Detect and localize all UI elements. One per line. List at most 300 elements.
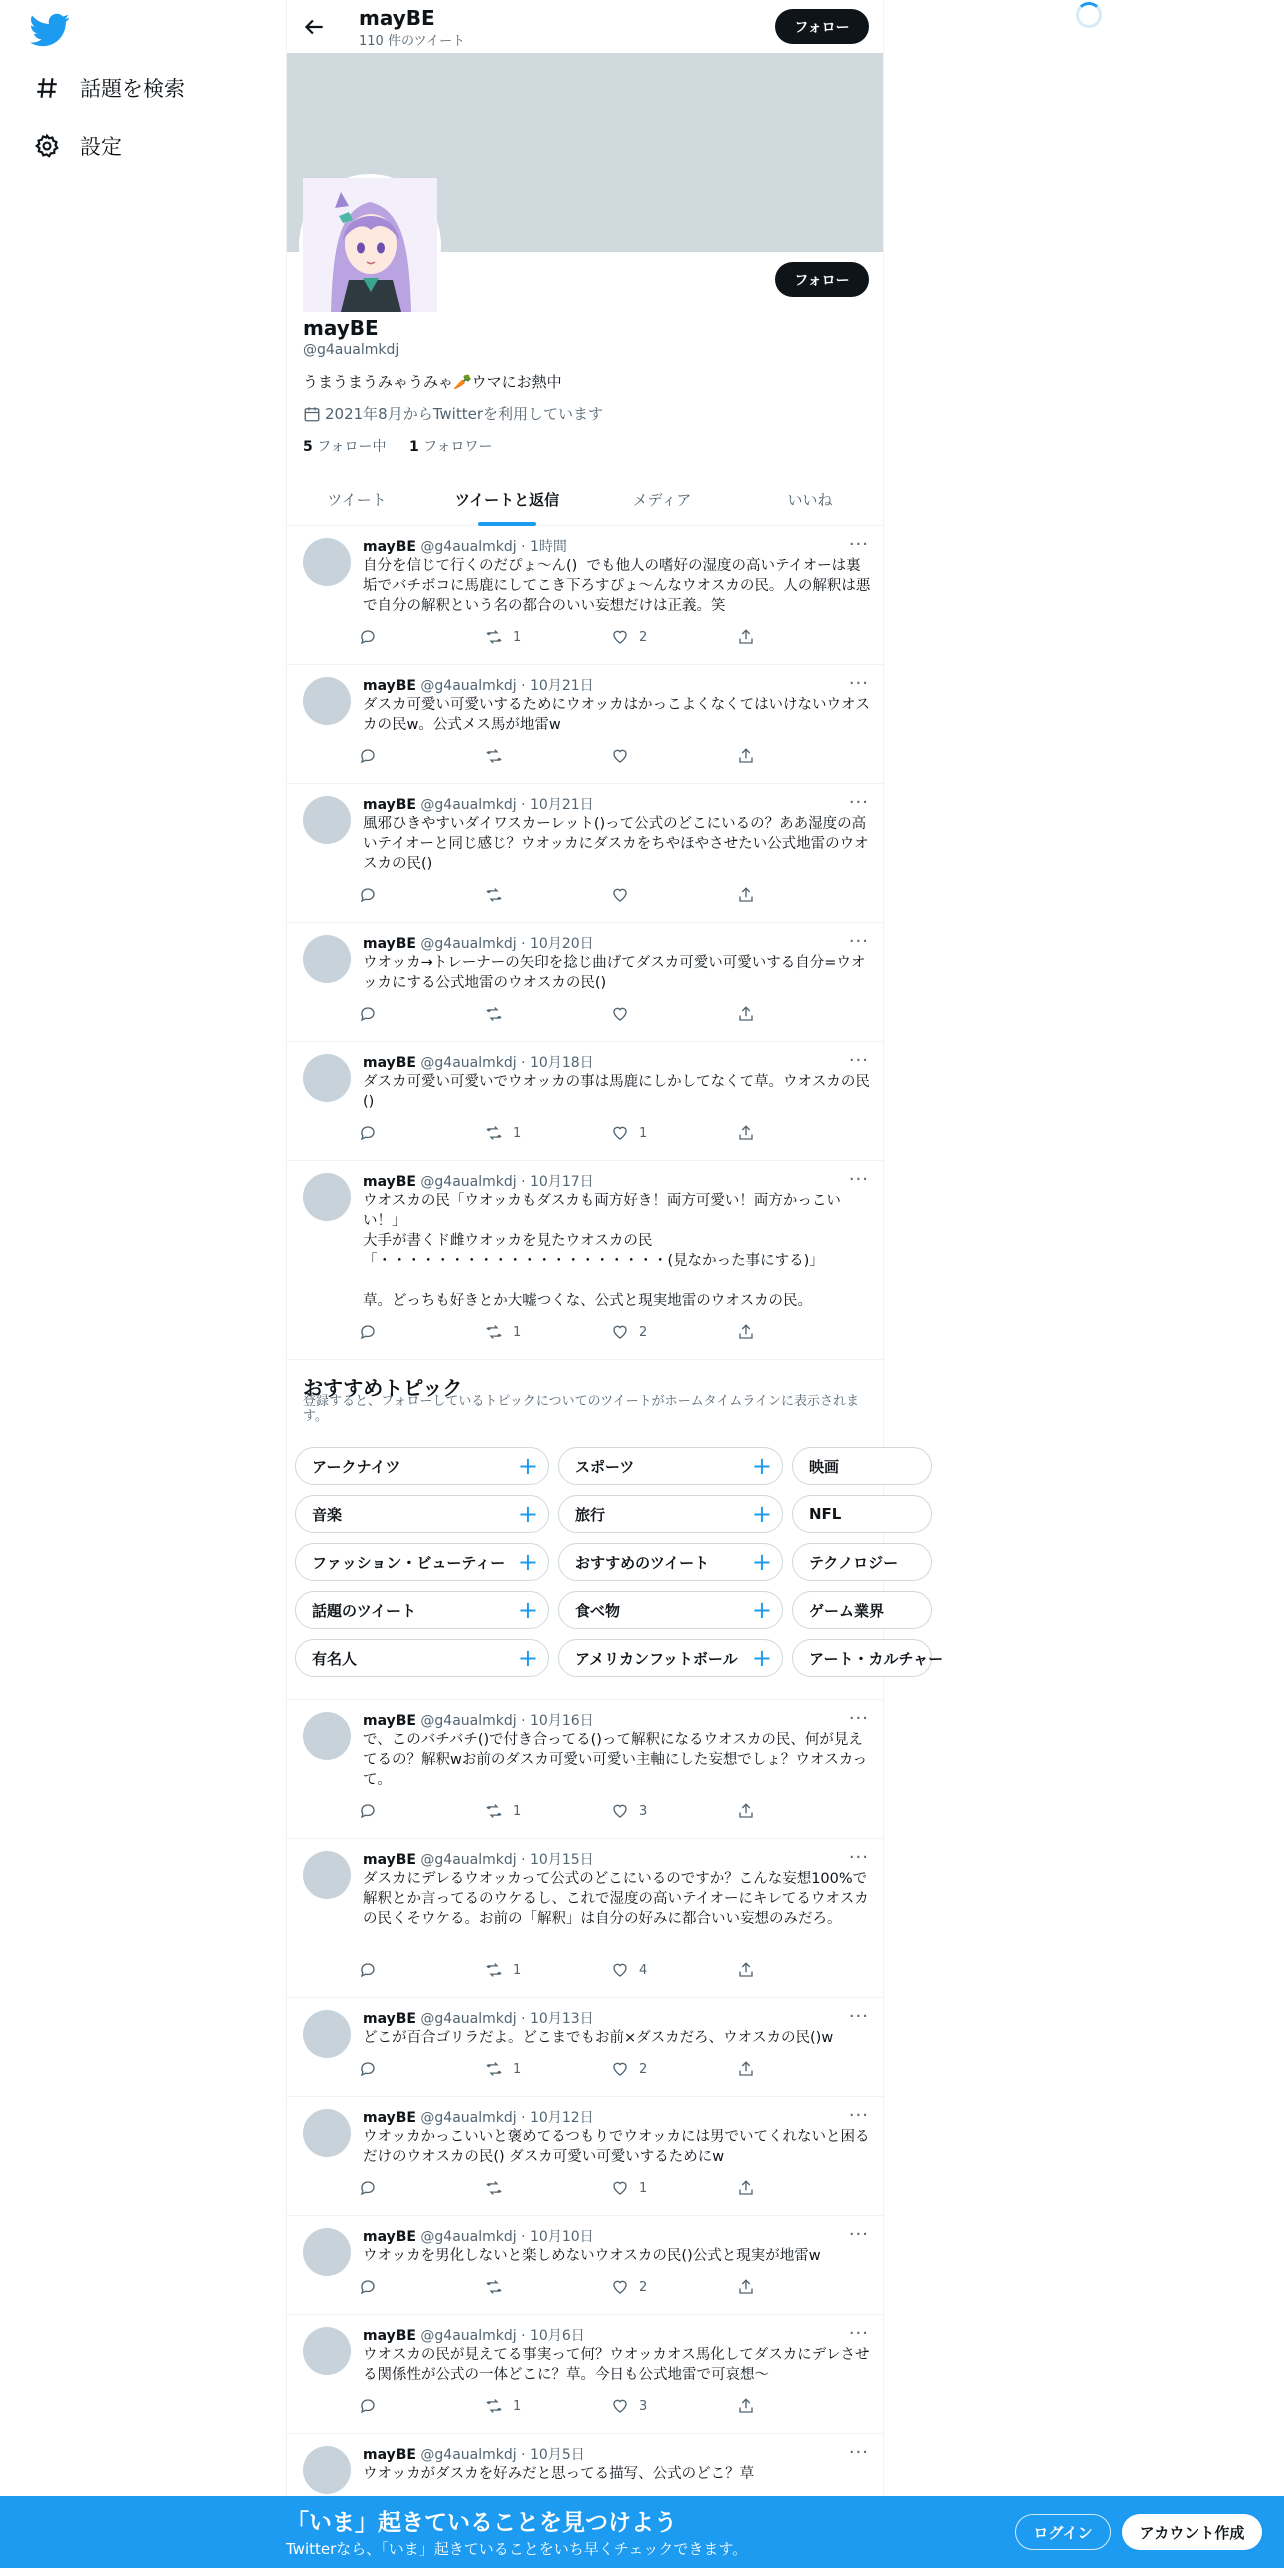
tweet-meta[interactable]: @g4aualmkdj · 10月16日	[420, 1713, 594, 1729]
tweet-meta[interactable]: @g4aualmkdj · 10月20日	[420, 936, 594, 952]
reply-button[interactable]	[359, 1124, 377, 1142]
tweet[interactable]	[287, 2216, 883, 2315]
tweet-text: ダスカ可愛い可愛いでウオッカの事は馬鹿にしかしてなくて草。ウオスカの民()	[363, 1074, 870, 1110]
tweet-actions	[359, 1802, 799, 1824]
topic-chip[interactable]	[295, 1447, 549, 1485]
plus-icon: +	[517, 1500, 538, 1528]
plus-icon: +	[751, 1452, 772, 1480]
retweet-button[interactable]	[485, 1323, 521, 1341]
tab-tweets[interactable]	[287, 472, 427, 526]
topics-subtitle: 登録すると、フォローしているトピックについてのツイートがホームタイムラインに表示されます。	[303, 1394, 860, 1424]
avatar[interactable]	[303, 1851, 351, 1899]
like-count: 3	[639, 1803, 648, 1819]
tab-tweets-and-replies[interactable]	[427, 472, 587, 526]
reply-icon	[359, 1124, 377, 1142]
recommended-topics	[287, 1360, 944, 1700]
sidebar-item-settings[interactable]	[34, 131, 122, 161]
tweet-author-name[interactable]: mayBE	[363, 678, 416, 694]
followers-label: フォロワー	[418, 439, 493, 455]
more-options-icon[interactable]: ···	[848, 2323, 869, 2344]
plus-icon: +	[751, 1596, 772, 1624]
reply-icon	[359, 886, 377, 904]
plus-icon: +	[517, 1452, 538, 1480]
like-count: 1	[639, 2180, 648, 2196]
tweet-meta[interactable]: @g4aualmkdj · 10月5日	[420, 2447, 585, 2463]
retweet-icon	[485, 1323, 503, 1341]
topic-chip[interactable]	[558, 1447, 783, 1485]
signup-button[interactable]: アカウント作成	[1122, 2514, 1262, 2550]
topic-label: 旅行	[575, 1505, 606, 1524]
reply-button[interactable]	[359, 2060, 377, 2078]
like-button[interactable]	[611, 1124, 647, 1142]
tab-label: いいね	[787, 490, 833, 509]
retweet-icon	[485, 2278, 503, 2296]
tweet[interactable]	[287, 1700, 883, 1839]
tweet-author-name[interactable]: mayBE	[363, 539, 416, 555]
tweet-text: ダスカ可愛い可愛いするためにウオッカはかっこよくなくてはいけないウオスカの民w。公式メス馬が地雷w	[363, 697, 870, 733]
tweet-meta[interactable]: @g4aualmkdj · 10月17日	[420, 1174, 594, 1190]
more-options-icon[interactable]: ···	[848, 2442, 869, 2463]
tweet-header	[363, 2107, 594, 2127]
more-options-icon[interactable]: ···	[848, 534, 869, 555]
like-count: 1	[639, 1125, 648, 1141]
tweet-actions	[359, 2278, 799, 2300]
tweet-author-name[interactable]: mayBE	[363, 797, 416, 813]
tweet-text: 風邪ひきやすいダイワスカーレット()って公式のどこにいるの？ああ湿度の高いテイオーと同じ感じ？ウオッカにダスカをちやほやさせたい公式地雷のウオスカの民()	[363, 816, 869, 872]
retweet-button[interactable]	[485, 886, 513, 904]
header-name: mayBE	[359, 6, 435, 30]
tab-label: メディア	[632, 490, 692, 509]
tweet-author-name[interactable]: mayBE	[363, 2447, 416, 2463]
like-button[interactable]	[611, 1802, 647, 1820]
share-button[interactable]	[737, 2278, 755, 2296]
avatar[interactable]	[303, 1712, 351, 1760]
like-count: 3	[639, 2398, 648, 2414]
bottom-signup-bar	[0, 2496, 1284, 2568]
topic-label: おすすめのツイート	[575, 1553, 710, 1572]
calendar-icon	[303, 405, 321, 423]
signup-bar-title: 「いま」起きていることを見つけよう	[286, 2510, 677, 2536]
plus-icon: +	[751, 1548, 772, 1576]
like-button[interactable]	[611, 2179, 647, 2197]
tweet-meta[interactable]: @g4aualmkdj · 10月6日	[420, 2328, 585, 2344]
reply-button[interactable]	[359, 1961, 377, 1979]
tweet[interactable]	[287, 1839, 883, 1998]
twitter-bird-icon[interactable]	[30, 10, 70, 50]
topic-chip[interactable]	[295, 1591, 549, 1629]
plus-icon: +	[517, 1548, 538, 1576]
retweet-icon	[485, 1124, 503, 1142]
tweet-header	[363, 794, 594, 814]
topic-chip[interactable]	[792, 1543, 932, 1581]
heart-icon	[611, 628, 629, 646]
retweet-icon	[485, 628, 503, 646]
tweet-header	[363, 1171, 594, 1191]
like-button[interactable]	[611, 886, 639, 904]
plus-icon: +	[517, 1644, 538, 1672]
topic-label: アメリカンフットボール	[575, 1649, 738, 1668]
tweet-author-name[interactable]: mayBE	[363, 1055, 416, 1071]
like-button[interactable]	[611, 1323, 647, 1341]
tweet[interactable]	[287, 2315, 883, 2434]
more-options-icon[interactable]: ···	[848, 673, 869, 694]
tab-label: ツイートと返信	[454, 490, 560, 509]
more-options-icon[interactable]: ···	[848, 792, 869, 813]
plus-icon: +	[751, 1644, 772, 1672]
topic-label: 音楽	[312, 1505, 343, 1524]
reply-button[interactable]	[359, 2278, 377, 2296]
tweet-actions	[359, 1005, 799, 1027]
retweet-count: 1	[513, 1962, 522, 1978]
plus-icon: +	[751, 1500, 772, 1528]
tweet-actions	[359, 747, 799, 769]
avatar[interactable]	[303, 2228, 351, 2276]
like-count: 2	[639, 2279, 648, 2295]
topic-label: アート・カルチャー	[809, 1649, 944, 1668]
heart-icon	[611, 886, 629, 904]
tweet-author-name[interactable]: mayBE	[363, 2110, 416, 2126]
retweet-button[interactable]	[485, 1802, 521, 1820]
retweet-button[interactable]	[485, 1005, 513, 1023]
followers-count: 1	[408, 439, 419, 455]
reply-icon	[359, 2278, 377, 2296]
avatar[interactable]	[303, 796, 351, 844]
retweet-count: 1	[513, 629, 522, 645]
tab-label: ツイート	[327, 490, 387, 509]
tweet-actions	[359, 2397, 799, 2419]
sidebar-item-explore[interactable]	[34, 73, 185, 103]
heart-icon	[611, 1802, 629, 1820]
avatar[interactable]	[303, 1054, 351, 1102]
tweet-meta[interactable]: @g4aualmkdj · 10月10日	[420, 2229, 594, 2245]
reply-icon	[359, 747, 377, 765]
share-icon	[737, 1802, 755, 1820]
following-count: 5	[303, 439, 313, 455]
avatar[interactable]	[303, 538, 351, 586]
tweet-actions	[359, 886, 799, 908]
profile-tabs	[287, 472, 883, 526]
more-options-icon[interactable]: ···	[848, 931, 869, 952]
topic-label: ゲーム業界	[809, 1601, 885, 1620]
topic-label: ファッション・ビューティー	[312, 1553, 506, 1572]
share-button[interactable]	[737, 2179, 755, 2197]
tweet-text: ウオッカかっこいいと褒めてるつもりでウオッカには男でいてくれないと困るだけのウオスカの民() ダスカ可愛い可愛いするためにw	[363, 2129, 870, 2165]
topic-chip[interactable]	[792, 1447, 932, 1485]
following-link[interactable]	[303, 439, 387, 455]
reply-icon	[359, 2397, 377, 2415]
topics-title: おすすめトピック	[303, 1376, 463, 1400]
share-icon	[737, 747, 755, 765]
tab-likes[interactable]	[737, 472, 883, 526]
topic-chip[interactable]	[295, 1639, 549, 1677]
reply-button[interactable]	[359, 2179, 377, 2197]
tweet-header	[363, 2008, 594, 2028]
share-icon	[737, 2060, 755, 2078]
joined-text: 2021年8月からTwitterを利用しています	[325, 405, 603, 423]
heart-icon	[611, 1323, 629, 1341]
heart-icon	[611, 1961, 629, 1979]
topic-chip[interactable]	[295, 1495, 549, 1533]
tweet[interactable]	[287, 923, 883, 1042]
reply-icon	[359, 1802, 377, 1820]
avatar[interactable]	[303, 2446, 351, 2494]
tweet[interactable]	[287, 784, 883, 923]
tweet-meta[interactable]: @g4aualmkdj · 10月18日	[420, 1055, 594, 1071]
profile-bio: うまうまうみゃうみゃ🥕ウマにお熱中	[303, 373, 562, 391]
share-button[interactable]	[737, 2397, 755, 2415]
tweet-author-name[interactable]: mayBE	[363, 1174, 416, 1190]
reply-icon	[359, 2060, 377, 2078]
retweet-icon	[485, 2060, 503, 2078]
tab-media[interactable]	[587, 472, 737, 526]
more-options-icon[interactable]: ···	[848, 2105, 869, 2126]
tweet-text: で、このバチバチ()で付き合ってる()って解釈になるウオスカの民、何が見えてるの？解釈wお前のダスカ可愛い可愛い主軸にした妄想でしょ？ウオスカって。	[363, 1732, 868, 1788]
share-icon	[737, 1005, 755, 1023]
like-count: 2	[639, 2061, 648, 2077]
like-button[interactable]	[611, 1005, 639, 1023]
follow-stats	[303, 436, 492, 456]
reply-button[interactable]	[359, 1323, 377, 1341]
tweet[interactable]	[287, 526, 883, 665]
topic-chip[interactable]	[792, 1639, 944, 1677]
like-count: 4	[639, 1962, 648, 1978]
tweet-text: ダスカにデレるウオッカって公式のどこにいるのですか？こんな妄想100%で解釈とか言ってるのウケるし、これで湿度の高いテイオーにキレてるウオスカの民くそウケる。お前の「解釈」は自分の好みに都合いい妄想のみだろ。	[363, 1871, 869, 1927]
topic-label: 映画	[809, 1457, 840, 1476]
login-button[interactable]: ログイン	[1015, 2514, 1111, 2550]
topic-chip[interactable]	[792, 1495, 932, 1533]
tweet-text: どこが百合ゴリラだよ。どこまでもお前×ダスカだろ、ウオスカの民()w	[363, 2030, 834, 2046]
share-icon	[737, 886, 755, 904]
heart-icon	[611, 2278, 629, 2296]
tweet-author-name[interactable]: mayBE	[363, 2328, 416, 2344]
back-arrow-icon[interactable]	[301, 14, 327, 40]
sidebar-item-label: 設定	[80, 135, 122, 159]
topic-label: NFL	[809, 1505, 842, 1523]
heart-icon	[611, 2397, 629, 2415]
sidebar-item-label: 話題を検索	[80, 77, 185, 101]
tweet-meta[interactable]: @g4aualmkdj · 10月12日	[420, 2110, 594, 2126]
heart-icon	[611, 1005, 629, 1023]
topic-chip[interactable]	[792, 1591, 932, 1629]
retweet-count: 1	[513, 2398, 522, 2414]
avatar[interactable]	[303, 2010, 351, 2058]
main-column	[286, 0, 944, 2568]
heart-icon	[611, 1124, 629, 1142]
tweet-header	[363, 1052, 594, 1072]
retweet-button[interactable]	[485, 2060, 521, 2078]
tweet[interactable]	[287, 2097, 883, 2216]
avatar[interactable]	[303, 2109, 351, 2157]
tweet-meta[interactable]: @g4aualmkdj · 10月21日	[420, 678, 594, 694]
like-button[interactable]	[611, 2397, 647, 2415]
topic-chip[interactable]	[558, 1543, 783, 1581]
share-icon	[737, 2179, 755, 2197]
tweet-header	[363, 536, 567, 556]
tweet[interactable]	[287, 1161, 883, 1360]
tweet-text: 自分を信じて行くのだぴょ〜ん() でも他人の嗜好の湿度の高いテイオーは裏垢でバチボコに馬鹿にしてこき下ろすぴょ〜んなウオスカの民。人の解釈は悪で自分の解釈という名の都合のいい妄想だけは正義。笑	[363, 558, 871, 614]
share-button[interactable]	[737, 2060, 755, 2078]
avatar[interactable]	[303, 677, 351, 725]
retweet-button[interactable]	[485, 2397, 521, 2415]
avatar[interactable]	[303, 1173, 351, 1221]
profile-header	[287, 0, 883, 53]
signup-bar-subtitle: Twitterなら、「いま」起きていることをいち早くチェックできます。	[286, 2540, 748, 2558]
retweet-button[interactable]	[485, 1124, 521, 1142]
reply-button[interactable]	[359, 1802, 377, 1820]
reply-button[interactable]	[359, 1005, 377, 1023]
retweet-button[interactable]	[485, 628, 521, 646]
heart-icon	[611, 2060, 629, 2078]
more-options-icon[interactable]: ···	[848, 1708, 869, 1729]
profile-joined	[303, 403, 603, 424]
retweet-button[interactable]	[485, 747, 513, 765]
tweet-header	[363, 1849, 594, 1869]
more-options-icon[interactable]: ···	[848, 2006, 869, 2027]
retweet-icon	[485, 2179, 503, 2197]
tweet-header	[363, 675, 594, 695]
tweet-author-name[interactable]: mayBE	[363, 1852, 416, 1868]
reply-button[interactable]	[359, 747, 377, 765]
more-options-icon[interactable]: ···	[848, 1847, 869, 1868]
retweet-icon	[485, 1005, 503, 1023]
share-icon	[737, 2278, 755, 2296]
retweet-icon	[485, 1802, 503, 1820]
like-count: 2	[639, 1324, 648, 1340]
reply-button[interactable]	[359, 886, 377, 904]
tweet-header	[363, 933, 594, 953]
share-button[interactable]	[737, 1961, 755, 1979]
plus-icon: +	[517, 1596, 538, 1624]
anime-character-avatar	[303, 178, 437, 312]
retweet-count: 1	[513, 1125, 522, 1141]
tweet-text: ウオッカ→トレーナーの矢印を捻じ曲げてダスカ可愛い可愛いする自分=ウオッカにする公式地雷のウオスカの民()	[363, 955, 866, 991]
follow-button[interactable]: フォロー	[775, 262, 869, 297]
topic-label: 話題のツイート	[312, 1601, 416, 1620]
share-button[interactable]	[737, 1124, 755, 1142]
share-button[interactable]	[737, 628, 755, 646]
share-icon	[737, 2397, 755, 2415]
retweet-count: 1	[513, 1324, 522, 1340]
tweet-meta[interactable]: @g4aualmkdj · 1時間	[420, 539, 567, 555]
retweet-button[interactable]	[485, 1961, 521, 1979]
like-button[interactable]	[611, 628, 647, 646]
tweet-header	[363, 1710, 594, 1730]
topic-label: テクノロジー	[809, 1553, 899, 1572]
retweet-icon	[485, 1961, 503, 1979]
tweet-text: ウオッカがダスカを好みだと思ってる描写、公式のどこ？草	[363, 2466, 755, 2482]
heart-icon	[611, 747, 629, 765]
topic-label: スポーツ	[575, 1457, 635, 1476]
tweet[interactable]	[287, 1042, 883, 1161]
tweet-author-name[interactable]: mayBE	[363, 1713, 416, 1729]
tweet-header	[363, 2325, 585, 2345]
profile-handle: @g4aualmkdj	[303, 342, 400, 358]
share-icon	[737, 628, 755, 646]
header-tweet-count: 110 件のツイート	[359, 34, 466, 49]
reply-icon	[359, 1961, 377, 1979]
profile-name: mayBE	[303, 316, 379, 340]
retweet-icon	[485, 747, 503, 765]
more-options-icon[interactable]: ···	[848, 1169, 869, 1190]
retweet-button[interactable]	[485, 2278, 513, 2296]
reply-icon	[359, 2179, 377, 2197]
hashtag-icon	[34, 75, 60, 101]
tweet[interactable]	[287, 665, 883, 784]
tweet-actions	[359, 2179, 799, 2201]
tweet[interactable]	[287, 1998, 883, 2097]
profile-avatar[interactable]	[299, 174, 441, 316]
heart-icon	[611, 2179, 629, 2197]
share-icon	[737, 1961, 755, 1979]
reply-icon	[359, 1005, 377, 1023]
share-button[interactable]	[737, 1005, 755, 1023]
followers-link[interactable]	[409, 439, 493, 455]
topic-chip[interactable]	[558, 1639, 783, 1677]
retweet-button[interactable]	[485, 2179, 513, 2197]
more-options-icon[interactable]: ···	[848, 1050, 869, 1071]
avatar[interactable]	[303, 935, 351, 983]
retweet-count: 1	[513, 2061, 522, 2077]
like-count: 2	[639, 629, 648, 645]
like-button[interactable]	[611, 747, 639, 765]
tweet-actions	[359, 1961, 799, 1983]
share-icon	[737, 1124, 755, 1142]
share-icon	[737, 1323, 755, 1341]
tweet-meta[interactable]: @g4aualmkdj · 10月15日	[420, 1852, 594, 1868]
like-button[interactable]	[611, 1961, 647, 1979]
avatar[interactable]	[303, 2327, 351, 2375]
reply-button[interactable]	[359, 628, 377, 646]
share-button[interactable]	[737, 886, 755, 904]
like-button[interactable]	[611, 2278, 647, 2296]
tweet-meta[interactable]: @g4aualmkdj · 10月21日	[420, 797, 594, 813]
loading-spinner	[1076, 2, 1102, 28]
tweet-author-name[interactable]: mayBE	[363, 2011, 416, 2027]
topic-label: 有名人	[312, 1649, 358, 1668]
topic-label: 食べ物	[575, 1601, 621, 1620]
tweet-meta[interactable]: @g4aualmkdj · 10月13日	[420, 2011, 594, 2027]
topic-label: アークナイツ	[312, 1457, 401, 1476]
tweet-actions	[359, 1323, 799, 1345]
share-button[interactable]	[737, 1323, 755, 1341]
tweet-header	[363, 2444, 585, 2464]
share-button[interactable]	[737, 1802, 755, 1820]
tweet-text: ウオスカの民が見えてる事実って何？ウオッカオス馬化してダスカにデレさせる関係性が公式の一体どこに？草。今日も公式地雷で可哀想〜	[363, 2347, 870, 2383]
retweet-icon	[485, 2397, 503, 2415]
header-follow-button[interactable]: フォロー	[775, 9, 869, 44]
tweet-header	[363, 2226, 594, 2246]
reply-button[interactable]	[359, 2397, 377, 2415]
topic-chip[interactable]	[295, 1543, 549, 1581]
retweet-count: 1	[513, 1803, 522, 1819]
reply-icon	[359, 628, 377, 646]
topic-chip[interactable]	[558, 1591, 783, 1629]
tweet-author-name[interactable]: mayBE	[363, 936, 416, 952]
tweet-text: ウオッカを男化しないと楽しめないウオスカの民()公式と現実が地雷w	[363, 2248, 821, 2264]
topic-chip[interactable]	[558, 1495, 783, 1533]
retweet-icon	[485, 886, 503, 904]
tweet-actions	[359, 628, 799, 650]
share-button[interactable]	[737, 747, 755, 765]
following-label: フォロー中	[312, 439, 387, 455]
more-options-icon[interactable]: ···	[848, 2224, 869, 2245]
reply-icon	[359, 1323, 377, 1341]
like-button[interactable]	[611, 2060, 647, 2078]
tweet-text: ウオスカの民「ウオッカもダスカも両方好き！両方可愛い！両方かっこいい！」 大手が書くド雌ウオッカを見たウオスカの民 「・・・・・・・・・・・・・・・・・・・・(見なかった事にする)」 草。どっちも好きとか大嘘つくな、公式と現実地雷のウオスカの民。	[363, 1193, 841, 1309]
tweet-actions	[359, 1124, 799, 1146]
tweet-actions	[359, 2060, 799, 2082]
tweet-author-name[interactable]: mayBE	[363, 2229, 416, 2245]
